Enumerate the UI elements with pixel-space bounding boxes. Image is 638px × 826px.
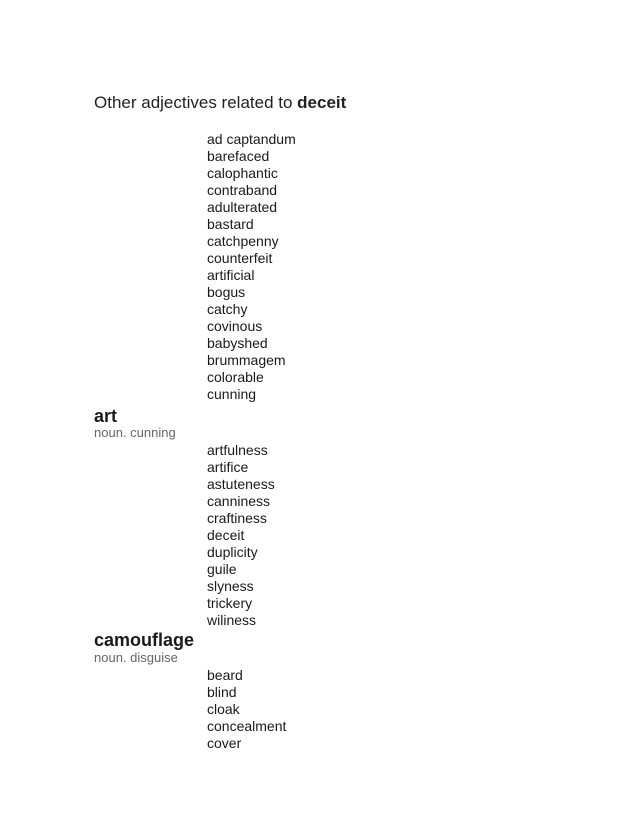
list-item: catchy	[207, 301, 248, 317]
list-item: trickery	[207, 595, 253, 611]
list-item: deceit	[207, 527, 245, 543]
list-item: artificial	[207, 267, 255, 283]
list-item: guile	[207, 561, 237, 577]
list-item: barefaced	[207, 148, 270, 164]
list-item: blind	[207, 684, 237, 700]
list-item: artifice	[207, 459, 249, 475]
synonym-list-camouflage	[207, 667, 286, 752]
heading-prefix: Other adjectives related to	[94, 93, 298, 112]
list-item: beard	[207, 667, 243, 683]
list-item: ad captandum	[207, 131, 296, 147]
list-item: babyshed	[207, 335, 268, 351]
list-item: cunning	[207, 386, 257, 402]
list-item: craftiness	[207, 510, 267, 526]
list-item: artfulness	[207, 442, 268, 458]
list-item: cover	[207, 735, 242, 751]
list-item: concealment	[207, 718, 287, 734]
list-item: bogus	[207, 284, 246, 300]
list-item: adulterated	[207, 199, 278, 215]
list-item: covinous	[207, 318, 263, 334]
list-item: duplicity	[207, 544, 258, 560]
list-item: contraband	[207, 182, 278, 198]
list-item: canniness	[207, 493, 271, 509]
related-adjectives-list	[207, 131, 296, 403]
list-item: catchpenny	[207, 233, 279, 249]
entry-title-art: art	[94, 406, 118, 426]
list-item: cloak	[207, 701, 240, 717]
list-item: astuteness	[207, 476, 275, 492]
section-heading	[94, 92, 346, 114]
synonym-list-art	[207, 442, 275, 629]
entry-pos-camouflage: noun. disguise	[94, 650, 178, 665]
list-item: colorable	[207, 369, 264, 385]
list-item: calophantic	[207, 165, 278, 181]
list-item: wiliness	[207, 612, 257, 628]
list-item: brummagem	[207, 352, 286, 368]
list-item: counterfeit	[207, 250, 273, 266]
heading-keyword: deceit	[297, 93, 347, 112]
entry-title-camouflage: camouflage	[94, 630, 195, 650]
entry-pos-art: noun. cunning	[94, 425, 176, 440]
list-item: slyness	[207, 578, 254, 594]
list-item: bastard	[207, 216, 254, 232]
